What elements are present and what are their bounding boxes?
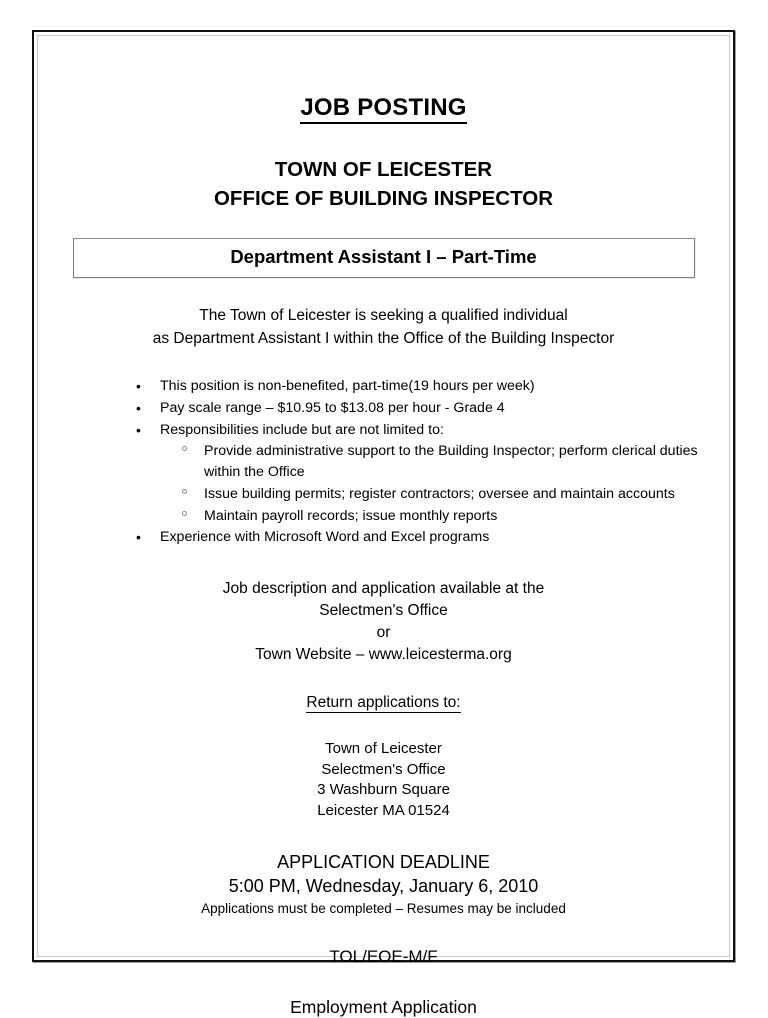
return-applications-text: Return applications to:: [306, 694, 461, 712]
employment-application-label: Employment Application: [290, 996, 477, 1017]
page-title: [40, 94, 727, 122]
address-line-3: 3 Washburn Square: [317, 781, 450, 799]
list-item-text: Responsibilities include but are not limited to:: [160, 421, 444, 438]
position-title-box: [73, 238, 695, 278]
sublist-item-text: Issue building permits; register contractors; oversee and maintain accounts: [204, 485, 675, 502]
list-item: [130, 527, 727, 548]
hollow-bullet-icon: [182, 511, 187, 516]
bullet-icon: •: [136, 421, 141, 438]
deadline-datetime: 5:00 PM, Wednesday, January 6, 2010: [228, 875, 539, 896]
list-item: [130, 420, 727, 527]
availability-line-1: Job description and application available at the: [222, 580, 545, 598]
bullet-icon: •: [136, 399, 141, 416]
sublist-item-text: Maintain payroll records; issue monthly reports: [204, 507, 498, 524]
list-item: [130, 398, 727, 419]
availability-line-3: or: [376, 624, 391, 642]
bullet-icon: •: [136, 529, 141, 546]
hollow-bullet-icon: [182, 489, 187, 494]
list-item-text: This position is non-benefited, part-time(19 hours per week): [160, 378, 535, 395]
sublist-item: [178, 506, 727, 527]
hollow-bullet-icon: [182, 446, 187, 451]
mailing-address: [40, 739, 727, 822]
organization-heading: [40, 155, 727, 213]
address-line-2: Selectmen's Office: [321, 760, 446, 778]
requirements-list: [40, 376, 727, 548]
return-applications-heading: [40, 694, 727, 712]
sublist-item: [178, 441, 727, 482]
organization-line-2: OFFICE OF BUILDING INSPECTOR: [213, 187, 554, 211]
availability-line-4: Town Website – www.leicesterma.org: [255, 646, 512, 664]
organization-line-1: TOWN OF LEICESTER: [274, 158, 493, 181]
list-item-text: Experience with Microsoft Word and Excel programs: [160, 529, 490, 546]
document-content: [40, 38, 727, 1017]
address-line-1: Town of Leicester: [325, 740, 442, 758]
intro-paragraph: [40, 305, 727, 350]
list-item: [130, 376, 727, 397]
intro-line-1: The Town of Leicester is seeking a qualified individual: [199, 307, 568, 325]
responsibilities-sublist: [160, 441, 727, 526]
intro-line-2: as Department Assistant I within the Office of the Building Inspector: [152, 329, 615, 347]
sublist-item-text: Provide administrative support to the Building Inspector; perform clerical duties within the Office: [204, 443, 698, 481]
list-item-text: Pay scale range – $10.95 to $13.08 per hour - Grade 4: [160, 399, 505, 416]
deadline-note: Applications must be completed – Resumes may be included: [201, 900, 566, 916]
address-line-4: Leicester MA 01524: [317, 802, 450, 820]
position-title-text: Department Assistant I – Part-Time: [230, 246, 537, 268]
page-title-text: JOB POSTING: [300, 94, 466, 124]
deadline-heading: APPLICATION DEADLINE: [277, 851, 490, 872]
eoe-statement: TOL/EOE-M/F: [329, 946, 438, 966]
availability-line-2: Selectmen's Office: [319, 602, 448, 620]
availability-block: [40, 578, 727, 666]
bullet-icon: •: [136, 378, 141, 395]
sublist-item: [178, 484, 727, 505]
